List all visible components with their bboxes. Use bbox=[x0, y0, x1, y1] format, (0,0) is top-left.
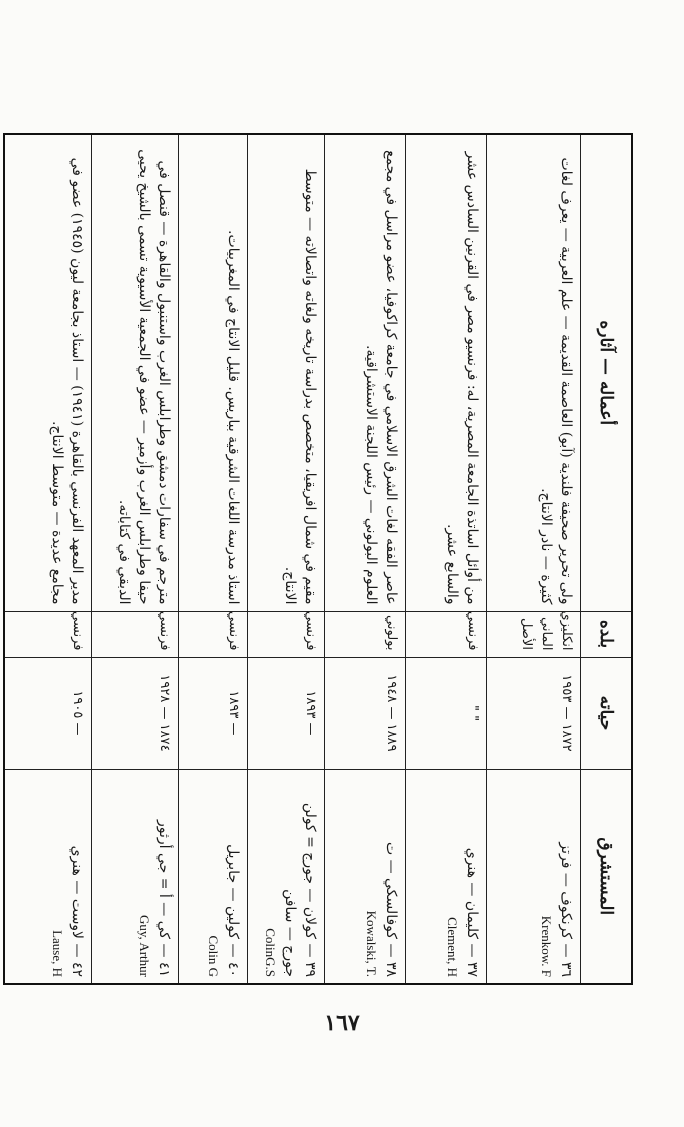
name-arabic: ٣٦ — كرنكوف — فرتز bbox=[558, 842, 574, 977]
orientalist-cell bbox=[4, 769, 92, 984]
name-arabic: ٣٩ — كولان — جورج = كولن جورج — سافن bbox=[282, 802, 318, 977]
table-row bbox=[406, 134, 487, 984]
header-country: بلده bbox=[581, 611, 633, 657]
life-cell bbox=[248, 657, 325, 769]
life-years: ١٨٩٣ — bbox=[303, 690, 318, 736]
header-orientalist: المستشرق bbox=[581, 769, 633, 984]
life-years: ١٨٨٩ — ١٩٤٨ bbox=[384, 674, 399, 752]
name-latin: Lause, H bbox=[50, 930, 65, 977]
works-cell bbox=[179, 134, 248, 611]
life-years: ١٨٧٤ — ١٩٢٨ bbox=[157, 674, 172, 752]
country-cell: فرنسي bbox=[248, 611, 325, 657]
life-cell bbox=[4, 657, 92, 769]
works-text: عاصر الفقه لغات الشرق الاسلامي في جامعة كراكوفيا، عضو مراسل في مجمع العلوم البولوني — رئيس اللجنة الاستشراقية. bbox=[363, 150, 399, 605]
name-latin: Clement, H bbox=[445, 917, 460, 977]
name-latin: Kowalski, T. bbox=[364, 910, 379, 977]
life-years: ١٨٩٣ — bbox=[226, 690, 241, 736]
name-latin: Krenkow. F bbox=[539, 915, 554, 977]
works-cell bbox=[4, 134, 92, 611]
orientalist-cell bbox=[179, 769, 248, 984]
works-text: من أوائل اساتذة الجامعة المصرية، له: فرنسيو مصر في القرنين السادس عشر والسابع عشر. bbox=[444, 151, 480, 605]
life-years: ١٨٧٢ — ١٩٥٣ bbox=[559, 674, 574, 752]
works-text: ولى تحرير صحيفة فلندية (آبو) العاصمة القديمة — علم العربية — يعرف لغات كثيرة — نادر الانتاج. bbox=[538, 157, 574, 605]
table-row bbox=[487, 134, 581, 984]
table-row bbox=[4, 134, 92, 984]
works-text: مدير المعهد الفرنسي بالقاهرة (١٩٤١) — استاذ بجامعة ليون (١٩٤٥) عضو في مجامع عديدة — متوسط الانتاج. bbox=[49, 157, 85, 605]
orientalist-cell bbox=[92, 769, 179, 984]
country-cell: انكليزي الماني الأصل bbox=[487, 611, 581, 657]
life-cell bbox=[92, 657, 179, 769]
table-row bbox=[92, 134, 179, 984]
works-cell bbox=[487, 134, 581, 611]
works-cell bbox=[92, 134, 179, 611]
orientalists-table-rotated bbox=[49, 133, 633, 983]
table-header-row bbox=[581, 134, 633, 984]
name-arabic: ٤١ — كي — أ = جي أرثور bbox=[156, 819, 172, 977]
name-arabic: ٤٠ — كولين — جابريل bbox=[225, 844, 241, 977]
table-row bbox=[325, 134, 406, 984]
life-cell bbox=[325, 657, 406, 769]
orientalist-cell bbox=[325, 769, 406, 984]
works-text: استاذ مدرسة اللغات الشرقية بباريس. قليل الانتاج في المغربيات. bbox=[225, 230, 241, 605]
name-arabic: ٣٨ — كوفالسكي — ت bbox=[383, 841, 399, 977]
works-text: مقيم في شمال افريقيا، متخصص بدراسة تاريخه ولغاته واتصالاته — متوسط الانتاج. bbox=[282, 168, 318, 605]
works-cell bbox=[325, 134, 406, 611]
table-row bbox=[248, 134, 325, 984]
page-number: ١٦٧ bbox=[324, 1010, 360, 1036]
works-text: مترجم في سفارات دمشق وطرابلس الغرب واستنبول والقاهرة — قنصل في حيفا وطرابلس الغرب وأزمير — عضو في الجمعية الأسيوية تسمى بالشيخ يحيى الدبقي في كتاباته. bbox=[116, 149, 172, 605]
life-cell bbox=[406, 657, 487, 769]
country-cell: فرنسي bbox=[92, 611, 179, 657]
table-row bbox=[179, 134, 248, 984]
country-cell: فرنسي bbox=[406, 611, 487, 657]
orientalists-table bbox=[3, 133, 633, 985]
name-arabic: ٤٢ — لاوست — هنري bbox=[69, 845, 85, 977]
country-cell: بولوني bbox=[325, 611, 406, 657]
works-cell bbox=[406, 134, 487, 611]
orientalist-cell bbox=[487, 769, 581, 984]
life-cell bbox=[179, 657, 248, 769]
name-arabic: ٣٧ — كليمان — هنري bbox=[464, 847, 480, 977]
header-works: أعماله — آثاره bbox=[581, 134, 633, 611]
header-life: حياته bbox=[581, 657, 633, 769]
country-cell: فرنسي bbox=[179, 611, 248, 657]
name-latin: ColinG.S bbox=[263, 928, 278, 977]
name-latin: Colin G bbox=[206, 935, 221, 977]
orientalist-cell bbox=[406, 769, 487, 984]
orientalist-cell bbox=[248, 769, 325, 984]
name-latin: Guy, Arthur bbox=[137, 915, 152, 977]
life-years: " " bbox=[465, 704, 480, 722]
country-cell: فرنسي bbox=[4, 611, 92, 657]
works-cell bbox=[248, 134, 325, 611]
life-years: ١٩٠٥ — bbox=[70, 690, 85, 736]
life-cell bbox=[487, 657, 581, 769]
